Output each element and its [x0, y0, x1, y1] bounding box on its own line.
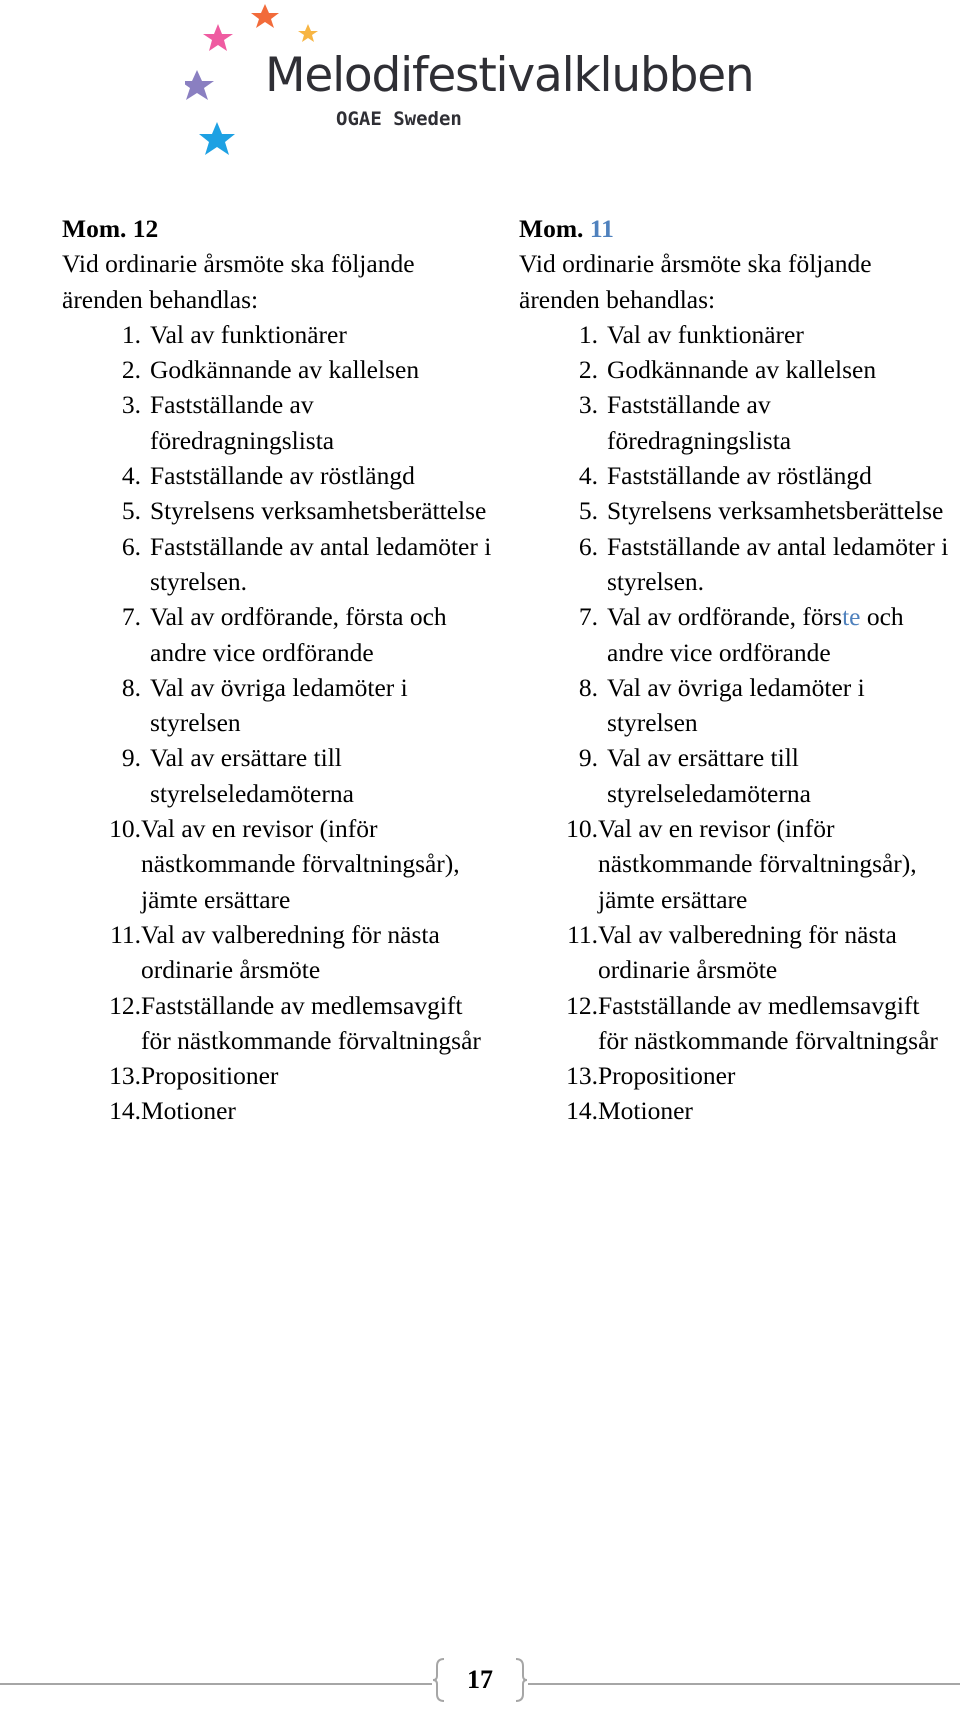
- purple-star-icon: [185, 70, 214, 100]
- agenda-item-number: 13.: [109, 1061, 141, 1091]
- agenda-item: [62, 387, 492, 458]
- agenda-item-text-part: och andre vice ordförande: [607, 602, 904, 667]
- page-number: 17: [467, 1665, 493, 1694]
- agenda-item-text: Val av ersättare till styrelseledamöterna: [150, 743, 354, 808]
- agenda-item-number: 2.: [578, 355, 598, 385]
- agenda-item-text: Fastställande av föredragningslista: [607, 390, 792, 455]
- agenda-item: [62, 811, 492, 917]
- agenda-item: [519, 387, 949, 458]
- agenda-item: [62, 670, 492, 741]
- agenda-item: [62, 599, 492, 670]
- agenda-item-number: 5.: [578, 496, 598, 526]
- agenda-item: [62, 917, 492, 988]
- agenda-item-text: [598, 599, 949, 670]
- agenda-item: [62, 988, 492, 1059]
- page-header: [0, 0, 960, 180]
- orange-star-icon: [251, 4, 279, 28]
- agenda-item-number: 9.: [121, 743, 141, 773]
- agenda-item-text-accent: te: [842, 602, 861, 632]
- agenda-item-number: 7.: [121, 602, 141, 632]
- agenda-item-text: Fastställande av föredragningslista: [150, 390, 335, 455]
- section-heading-number: 11: [589, 214, 614, 243]
- agenda-item: [519, 740, 949, 811]
- agenda-item: [62, 352, 492, 387]
- section-heading-prefix: Mom.: [519, 214, 584, 243]
- page-footer: [0, 1655, 960, 1705]
- yellow-star-icon: [298, 24, 318, 42]
- section-intro: Vid ordinarie årsmöte ska följande ärenden behandlas:: [62, 249, 415, 314]
- agenda-item-number: 4.: [578, 461, 598, 491]
- agenda-item: [62, 1093, 492, 1128]
- agenda-item-text: Godkännande av kallelsen: [607, 355, 877, 385]
- agenda-item-number: 1.: [121, 319, 141, 349]
- agenda-item-number: 5.: [121, 496, 141, 526]
- agenda-item-text: Val av en revisor (inför nästkommande förvaltningsår), jämte ersättare: [141, 814, 460, 914]
- agenda-item: [62, 458, 492, 493]
- agenda-item-text: Fastställande av antal ledamöter i styrelsen.: [607, 531, 949, 596]
- agenda-item: [519, 529, 949, 600]
- agenda-item: [519, 599, 949, 670]
- agenda-item-number: 9.: [578, 743, 598, 773]
- agenda-item-text: Val av ersättare till styrelseledamöterna: [607, 743, 811, 808]
- agenda-item-text: Propositioner: [598, 1061, 736, 1091]
- agenda-item-text: Val av ordförande, första och andre vice ordförande: [150, 602, 447, 667]
- agenda-item-number: 10.: [566, 814, 598, 844]
- agenda-item-text: Godkännande av kallelsen: [150, 355, 420, 385]
- section-heading: [519, 211, 949, 246]
- agenda-list: [62, 317, 492, 1129]
- agenda-item-text: Val av övriga ledamöter i styrelsen: [607, 672, 865, 738]
- pink-star-icon: [203, 24, 233, 51]
- agenda-item: [519, 988, 949, 1059]
- agenda-item-number: 3.: [121, 390, 141, 420]
- agenda-item-number: 11.: [110, 919, 141, 949]
- agenda-item-text: Val av funktionärer: [607, 319, 804, 349]
- agenda-item: [519, 670, 949, 741]
- agenda-item: [519, 458, 949, 493]
- agenda-item-text: Val av en revisor (inför nästkommande förvaltningsår), jämte ersättare: [598, 814, 917, 914]
- agenda-item-number: 6.: [578, 531, 598, 561]
- section-intro: Vid ordinarie årsmöte ska följande ärenden behandlas:: [519, 249, 872, 314]
- footer-rule-right: [528, 1683, 960, 1685]
- agenda-item: [519, 811, 949, 917]
- left-column: [62, 211, 492, 1129]
- agenda-item-text: Val av valberedning för nästa ordinarie årsmöte: [598, 919, 897, 985]
- blue-star-icon: [199, 122, 235, 155]
- agenda-item: [519, 917, 949, 988]
- agenda-item-number: 14.: [109, 1096, 141, 1126]
- agenda-item: [62, 740, 492, 811]
- agenda-item: [62, 493, 492, 528]
- agenda-item-number: 12.: [109, 990, 141, 1020]
- agenda-item-text: Fastställande av röstlängd: [150, 461, 415, 491]
- agenda-item: [62, 529, 492, 600]
- agenda-item: [519, 1093, 949, 1128]
- agenda-item: [519, 317, 949, 352]
- agenda-item-number: 13.: [566, 1061, 598, 1091]
- agenda-item-number: 10.: [109, 814, 141, 844]
- agenda-item: [519, 1058, 949, 1093]
- agenda-item-number: 11.: [567, 919, 598, 949]
- agenda-item-number: 1.: [578, 319, 598, 349]
- agenda-item-text: Fastställande av medlemsavgift för nästkommande förvaltningsår: [141, 990, 481, 1055]
- agenda-item-text: Fastställande av medlemsavgift för nästkommande förvaltningsår: [598, 990, 938, 1055]
- agenda-item-number: 12.: [566, 990, 598, 1020]
- agenda-item: [62, 317, 492, 352]
- agenda-item-text: Val av valberedning för nästa ordinarie årsmöte: [141, 919, 440, 985]
- agenda-item-text: Styrelsens verksamhetsberättelse: [607, 496, 944, 526]
- right-column: [519, 211, 949, 1129]
- agenda-item-number: 6.: [121, 531, 141, 561]
- agenda-list: [519, 317, 949, 1129]
- agenda-item-text: Motioner: [141, 1096, 236, 1126]
- agenda-item: [62, 1058, 492, 1093]
- agenda-item-text: Styrelsens verksamhetsberättelse: [150, 496, 487, 526]
- agenda-item-number: 8.: [121, 672, 141, 702]
- agenda-item-text: Val av övriga ledamöter i styrelsen: [150, 672, 408, 738]
- agenda-item-number: 3.: [578, 390, 598, 420]
- logo-subtitle: OGAE Sweden: [336, 108, 462, 130]
- footer-rule-left: [0, 1683, 432, 1685]
- agenda-item-text: Motioner: [598, 1096, 693, 1126]
- agenda-item-text: Propositioner: [141, 1061, 279, 1091]
- agenda-item-number: 2.: [121, 355, 141, 385]
- agenda-item-text-part: Val av ordförande, förs: [607, 602, 843, 632]
- agenda-item-text: Fastställande av antal ledamöter i styrelsen.: [150, 531, 492, 596]
- agenda-item-number: 14.: [566, 1096, 598, 1126]
- agenda-item-text: Fastställande av röstlängd: [607, 461, 872, 491]
- logo-title: Melodifestivalklubben: [265, 48, 754, 103]
- agenda-item-text: Val av funktionärer: [150, 319, 347, 349]
- agenda-item-number: 7.: [578, 602, 598, 632]
- agenda-item: [519, 493, 949, 528]
- agenda-item: [519, 352, 949, 387]
- agenda-item-number: 8.: [578, 672, 598, 702]
- agenda-item-number: 4.: [121, 461, 141, 491]
- section-heading: Mom. 12: [62, 214, 159, 243]
